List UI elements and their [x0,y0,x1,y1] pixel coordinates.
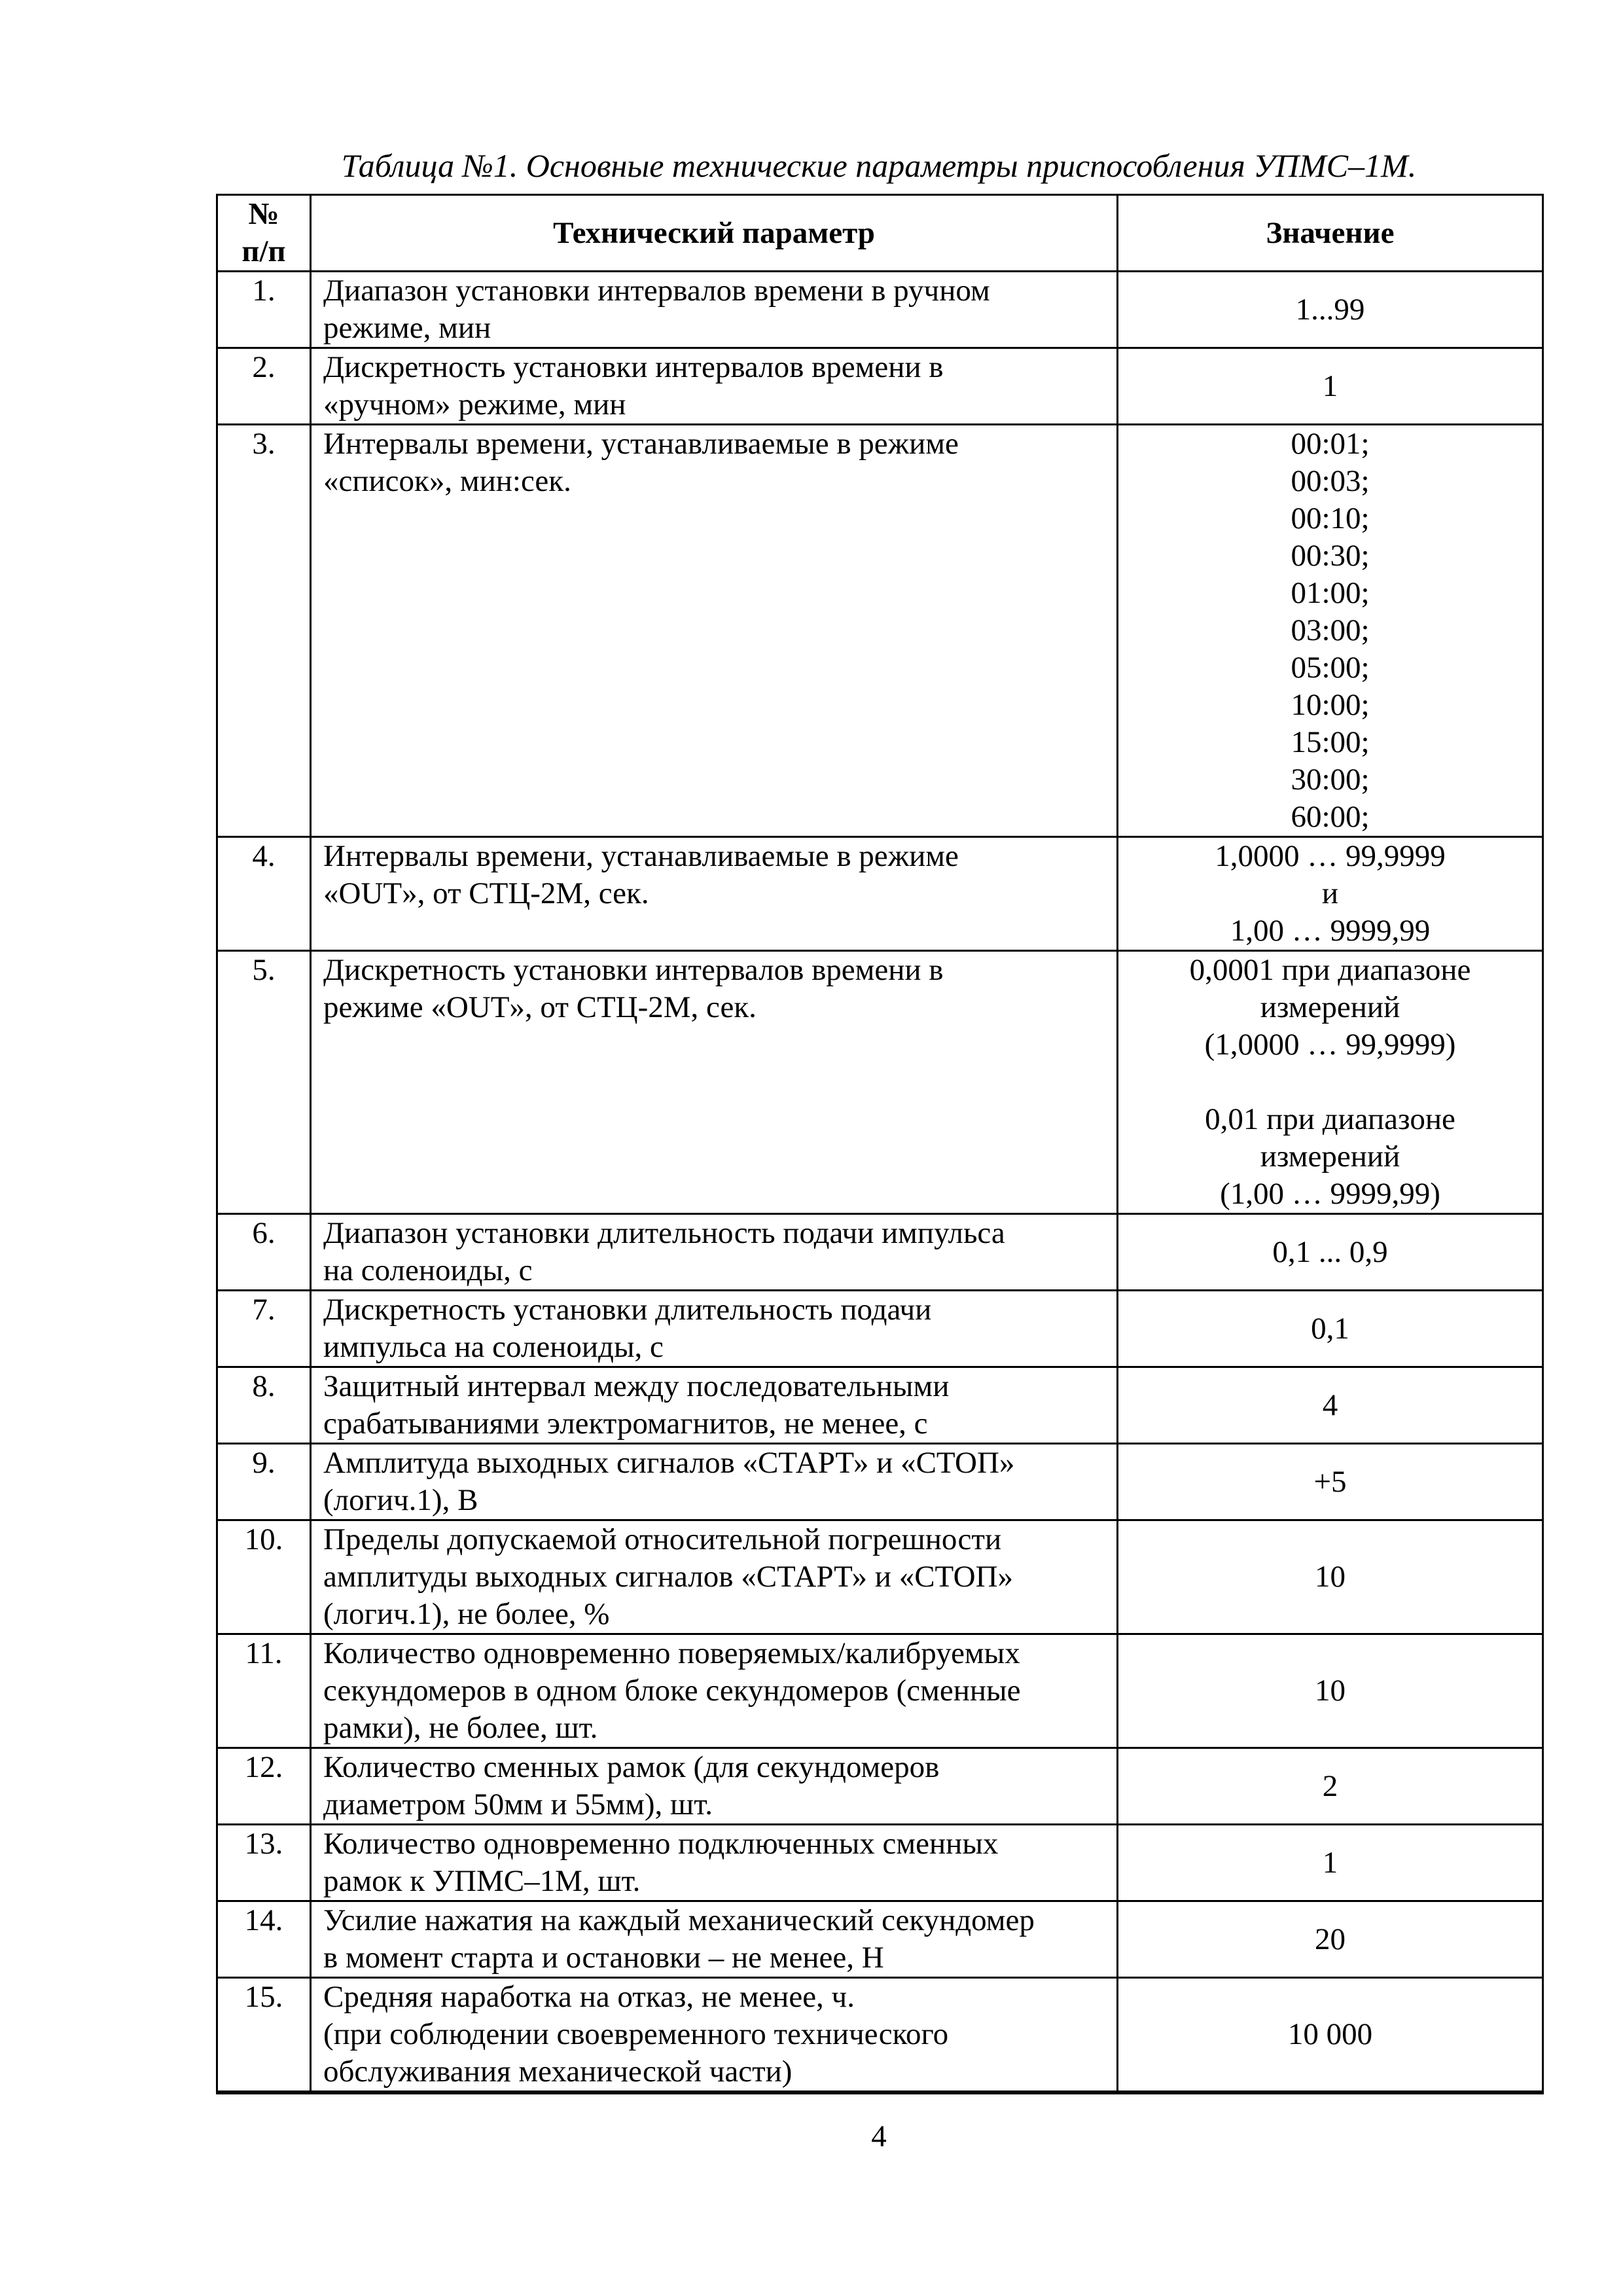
cell-param: Защитный интервал между последовательными срабатываниями электромагнитов, не менее, с [311,1367,1118,1444]
cell-param: Интервалы времени, устанавливаемые в режиме «список», мин:сек. [311,425,1118,837]
page-content [216,0,1542,2155]
table-row [217,1444,1543,1520]
cell-num: 5. [217,951,311,1214]
cell-num: 8. [217,1367,311,1444]
cell-num: 7. [217,1291,311,1367]
cell-value: 4 [1118,1367,1543,1444]
cell-param: Дискретность установки длительность подачи импульса на соленоиды, с [311,1291,1118,1367]
cell-num: 10. [217,1520,311,1634]
cell-num: 12. [217,1748,311,1825]
table-row [217,1367,1543,1444]
table-row [217,1901,1543,1978]
cell-param: Количество одновременно подключенных сменных рамок к УПМС–1М, шт. [311,1825,1118,1901]
table-row [217,425,1543,837]
cell-value: 0,1 [1118,1291,1543,1367]
cell-value: +5 [1118,1444,1543,1520]
cell-value: 1 [1118,1825,1543,1901]
table-row [217,837,1543,951]
cell-value: 1,0000 … 99,9999 и 1,00 … 9999,99 [1118,837,1543,951]
cell-param: Амплитуда выходных сигналов «СТАРТ» и «СТОП» (логич.1), В [311,1444,1118,1520]
cell-num: 13. [217,1825,311,1901]
table-caption: Таблица №1. Основные технические параметры приспособления УПМС–1М. [341,147,1417,184]
cell-param: Средняя наработка на отказ, не менее, ч. (при соблюдении своевременного технического обслуживания механической части) [311,1978,1118,2093]
table-row [217,348,1543,425]
table-row [217,1978,1543,2093]
cell-num: 9. [217,1444,311,1520]
page-number: 4 [871,2119,887,2153]
cell-param: Диапазон установки интервалов времени в ручном режиме, мин [311,272,1118,348]
cell-num: 15. [217,1978,311,2093]
table-row [217,1634,1543,1748]
cell-num: 11. [217,1634,311,1748]
cell-num: 1. [217,272,311,348]
cell-param: Интервалы времени, устанавливаемые в режиме «OUT», от СТЦ-2М, сек. [311,837,1118,951]
cell-value: 20 [1118,1901,1543,1978]
cell-num: 6. [217,1214,311,1291]
table-row [217,272,1543,348]
cell-param: Количество одновременно поверяемых/калибруемых секундомеров в одном блоке секундомеров (сменные рамки), не более, шт. [311,1634,1118,1748]
table-row [217,1825,1543,1901]
table-row [217,1520,1543,1634]
cell-param: Количество сменных рамок (для секундомеров диаметром 50мм и 55мм), шт. [311,1748,1118,1825]
cell-value: 10 000 [1118,1978,1543,2093]
header-cell-param: Технический параметр [311,195,1118,272]
cell-param: Диапазон установки длительность подачи импульса на соленоиды, с [311,1214,1118,1291]
cell-param: Дискретность установки интервалов времени в режиме «OUT», от СТЦ-2М, сек. [311,951,1118,1214]
cell-value: 2 [1118,1748,1543,1825]
cell-value: 1...99 [1118,272,1543,348]
cell-param: Дискретность установки интервалов времени в «ручном» режиме, мин [311,348,1118,425]
table-header [217,195,1543,272]
cell-value: 1 [1118,348,1543,425]
table-row [217,951,1543,1214]
cell-value: 00:01; 00:03; 00:10; 00:30; 01:00; 03:00; 05:00; 10:00; 15:00; 30:00; 60:00; [1118,425,1543,837]
cell-value: 10 [1118,1520,1543,1634]
table-header-row [217,195,1543,272]
header-cell-num: № п/п [217,195,311,272]
cell-num: 4. [217,837,311,951]
cell-value: 10 [1118,1634,1543,1748]
header-cell-value: Значение [1118,195,1543,272]
table-row [217,1291,1543,1367]
cell-num: 2. [217,348,311,425]
cell-value: 0,1 ... 0,9 [1118,1214,1543,1291]
cell-num: 3. [217,425,311,837]
cell-param: Усилие нажатия на каждый механический секундомер в момент старта и остановки – не менее, Н [311,1901,1118,1978]
table-row [217,1214,1543,1291]
table-body [217,272,1543,2093]
table-row [217,1748,1543,1825]
cell-value: 0,0001 при диапазоне измерений (1,0000 … 99,9999) 0,01 при диапазоне измерений (1,00 … 9999,99) [1118,951,1543,1214]
parameters-table [216,194,1544,2094]
cell-param: Пределы допускаемой относительной погрешности амплитуды выходных сигналов «СТАРТ» и «СТОП» (логич.1), не более, % [311,1520,1118,1634]
cell-num: 14. [217,1901,311,1978]
